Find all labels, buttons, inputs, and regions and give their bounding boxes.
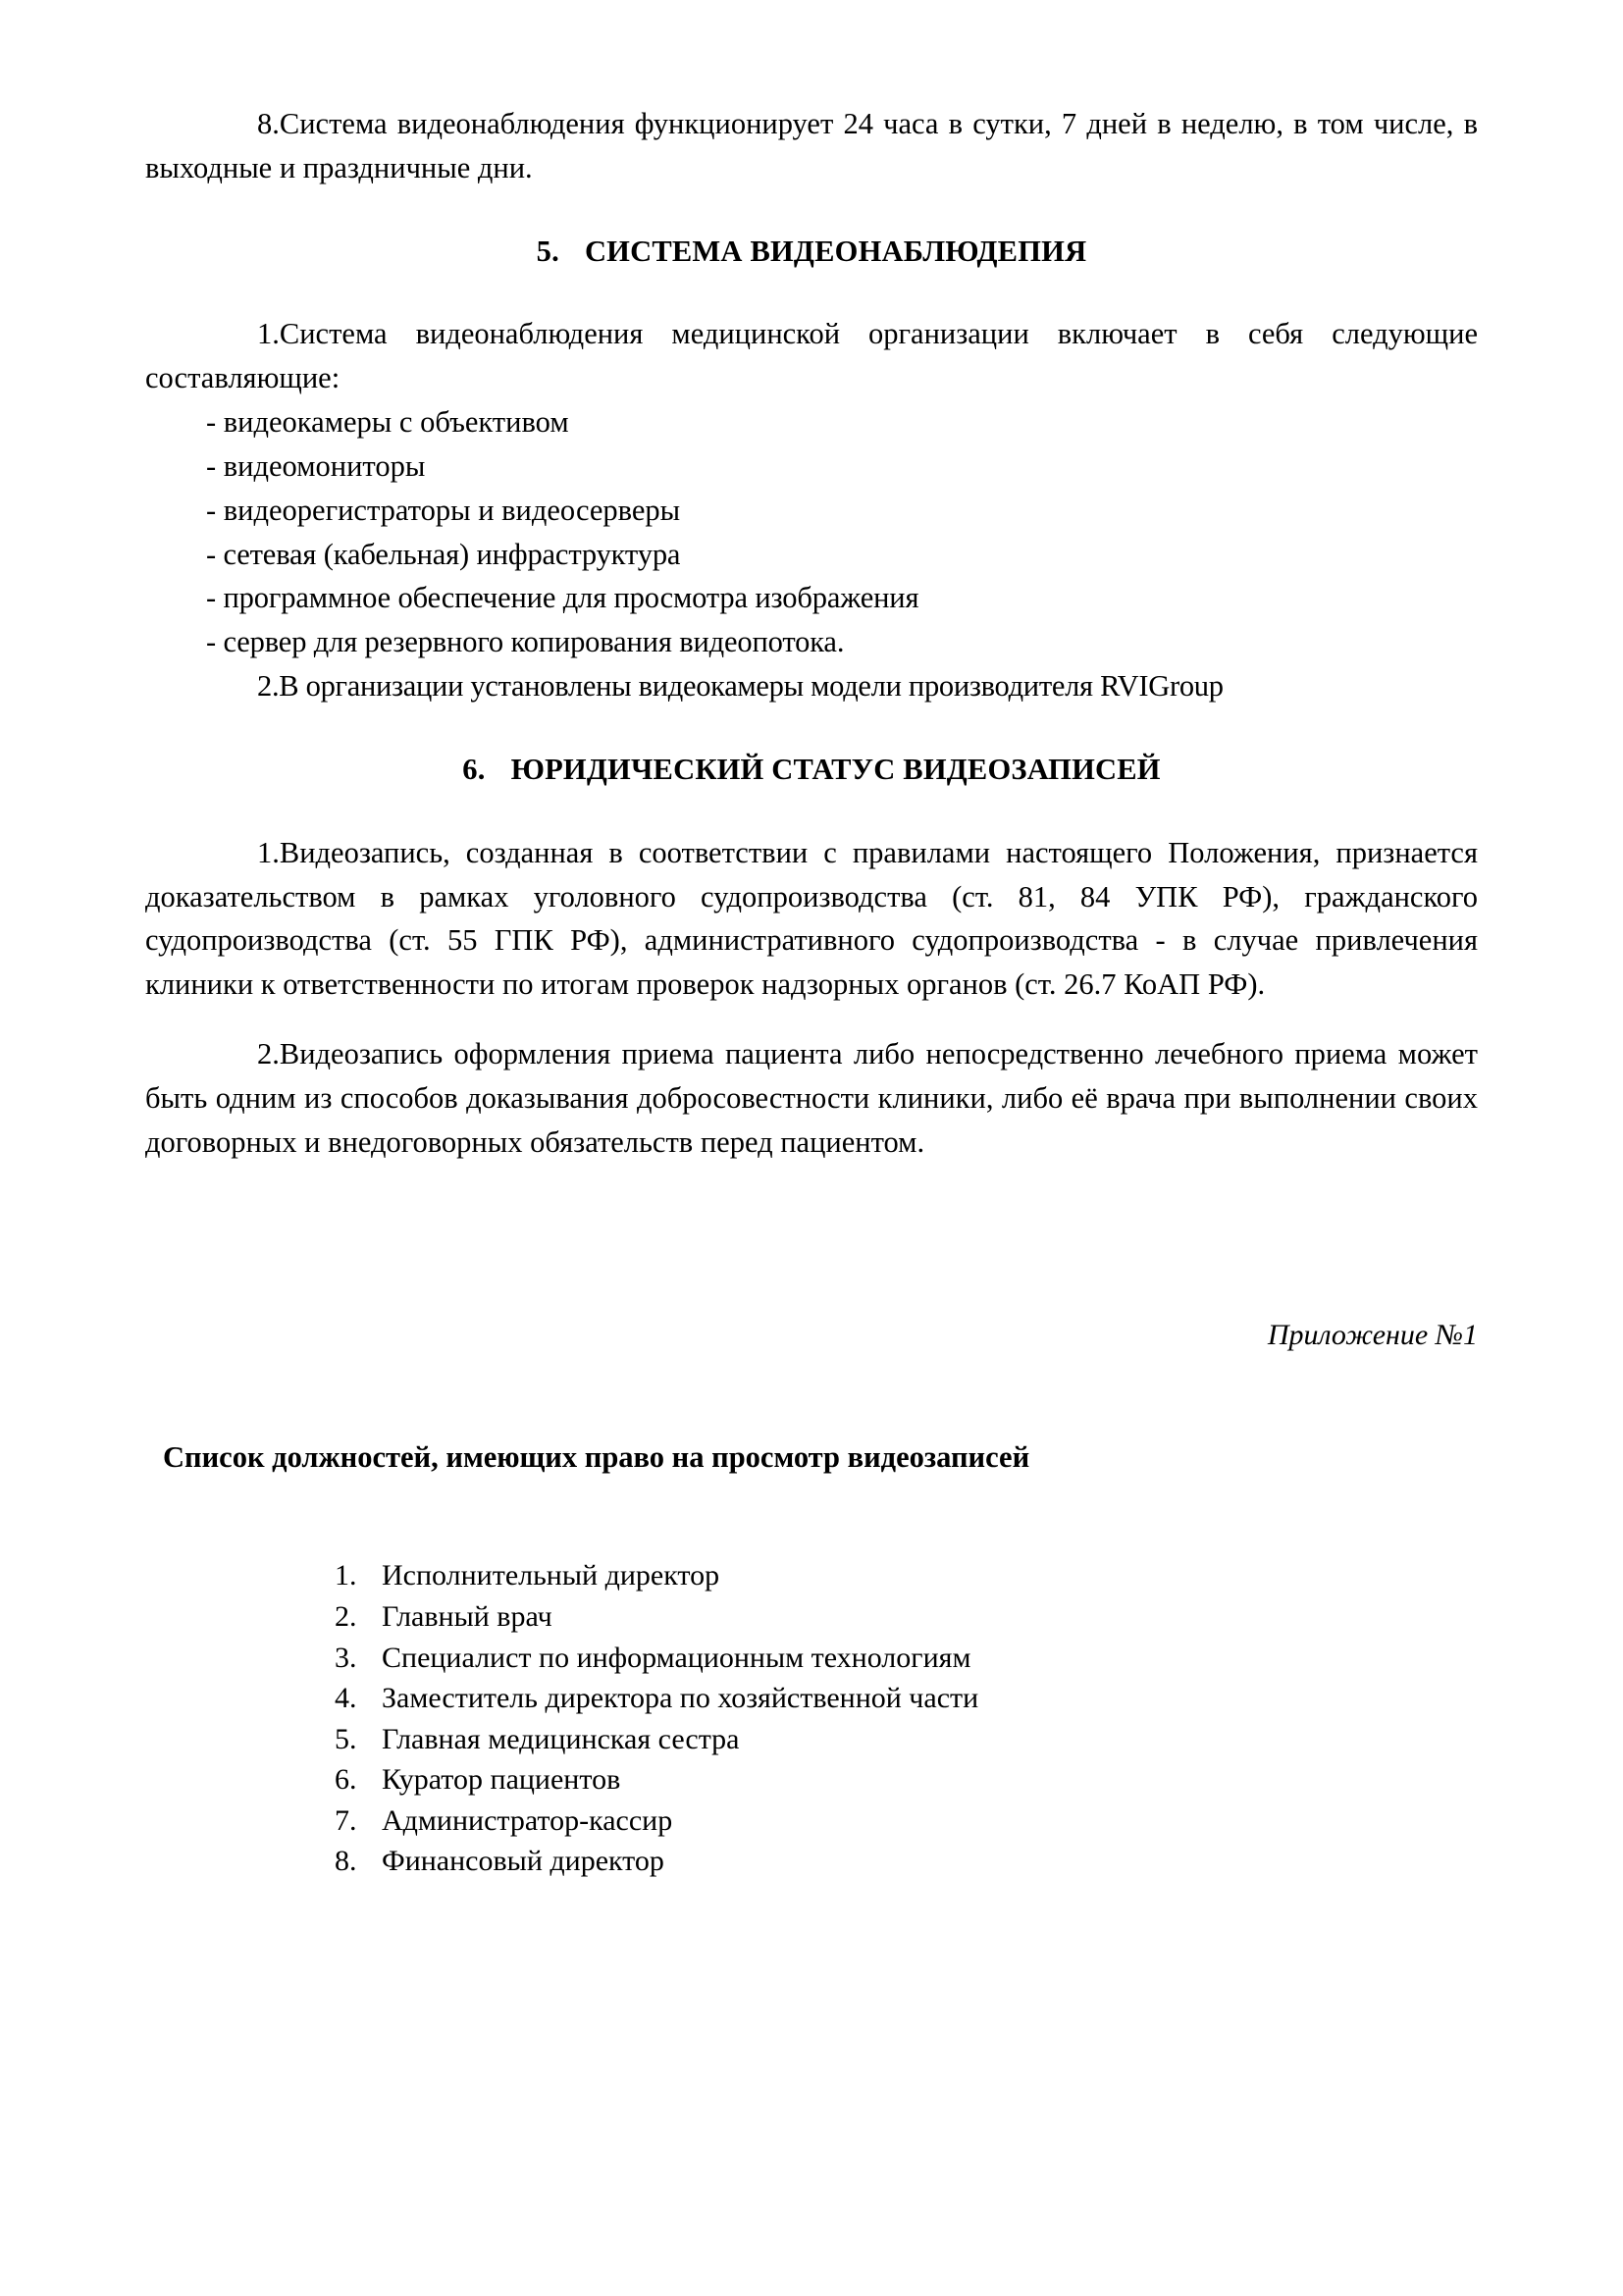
position-number: 8.	[335, 1845, 357, 1878]
positions-list	[145, 1555, 1478, 1881]
section-5-item-1-text: Система видеонаблюдения медицинской организации включает в себя следующие составляющие:	[145, 317, 1478, 395]
spacer	[145, 273, 1478, 312]
list-item	[335, 1841, 1478, 1882]
position-label: Финансовый директор	[382, 1845, 664, 1878]
component-label: - видеомониторы	[206, 448, 426, 483]
position-number: 2.	[335, 1600, 357, 1634]
section-6-item-1	[145, 831, 1478, 1007]
section-6-item-1-number: 1.	[257, 835, 280, 869]
position-label: Главный врач	[382, 1600, 552, 1634]
section-6-item-2	[145, 1032, 1478, 1164]
component-label: - видеорегистраторы и видеосерверы	[206, 493, 681, 527]
position-label: Куратор пациентов	[382, 1763, 621, 1797]
section-5-number: 5.	[536, 234, 559, 268]
paragraph-item-8-text: Система видеонаблюдения функционирует 24 часа в сутки, 7 дней в неделю, в том числе, в выходные и праздничные дни.	[145, 107, 1478, 184]
system-components-list	[145, 400, 1478, 664]
list-item	[145, 576, 1478, 620]
list-item	[145, 533, 1478, 577]
list-item	[335, 1719, 1478, 1760]
list-item	[145, 400, 1478, 444]
appendix-label: Приложение №1	[1267, 1318, 1478, 1351]
component-label: - сетевая (кабельная) инфраструктура	[206, 537, 681, 571]
section-5-heading	[145, 230, 1478, 274]
spacer	[145, 1357, 1478, 1435]
document-body	[145, 102, 1478, 1882]
section-5-item-2	[145, 664, 1478, 708]
position-number: 6.	[335, 1763, 357, 1797]
list-item	[145, 444, 1478, 489]
spacer	[145, 792, 1478, 831]
list-item	[335, 1638, 1478, 1679]
position-label: Администратор-кассир	[382, 1803, 673, 1837]
paragraph-item-8-number: 8.	[257, 107, 280, 140]
position-label: Исполнительный директор	[382, 1559, 720, 1592]
position-number: 4.	[335, 1682, 357, 1715]
spacer	[145, 708, 1478, 748]
list-item	[335, 1759, 1478, 1800]
component-label: - сервер для резервного копирования видеопотока.	[206, 625, 845, 659]
list-item	[335, 1555, 1478, 1596]
position-label: Главная медицинская сестра	[382, 1722, 740, 1755]
component-label: - видеокамеры с объективом	[206, 405, 569, 440]
component-label: - программное обеспечение для просмотра изображения	[206, 581, 919, 615]
section-6-number: 6.	[462, 752, 486, 786]
paragraph-item-8	[145, 102, 1478, 190]
spacer	[145, 1007, 1478, 1032]
list-item	[145, 489, 1478, 533]
spacer	[145, 1479, 1478, 1555]
position-number: 5.	[335, 1722, 357, 1755]
list-item	[335, 1678, 1478, 1719]
position-number: 3.	[335, 1641, 357, 1674]
section-5-item-2-number: 2.	[257, 669, 280, 704]
section-6-item-2-text: Видеозапись оформления приема пациента либо непосредственно лечебного приема может быть одним из способов доказывания добросовестности клиники, либо её врача при выполнении своих договорных и внедоговорных обязательств перед пациентом.	[145, 1037, 1478, 1159]
position-number: 1.	[335, 1559, 357, 1592]
section-6-heading	[145, 748, 1478, 792]
section-5-item-1-number: 1.	[257, 317, 280, 351]
section-5-title: СИСТЕМА ВИДЕОНАБЛЮДЕПИЯ	[584, 234, 1087, 268]
list-item	[145, 620, 1478, 664]
section-6-item-2-number: 2.	[257, 1037, 280, 1071]
position-number: 7.	[335, 1803, 357, 1837]
position-label: Заместитель директора по хозяйственной части	[382, 1682, 979, 1715]
position-label: Специалист по информационным технологиям	[382, 1641, 971, 1674]
appendix-title: Список должностей, имеющих право на просмотр видеозаписей	[163, 1439, 1030, 1474]
section-5-item-1	[145, 312, 1478, 400]
list-item	[335, 1800, 1478, 1842]
spacer	[145, 1165, 1478, 1314]
section-5-item-2-text: В организации установлены видеокамеры модели производителя RVIGroup	[279, 669, 1224, 704]
section-6-item-1-text: Видеозапись, созданная в соответствии с правилами настоящего Положения, признается доказательством в рамках уголовного судопроизводства (ст. 81, 84 УПК РФ), гражданского судопроизводства (ст. 55 ГПК РФ), административного судопроизводства - в случае привлечения клиники к ответственности по итогам проверок надзорных органов (ст. 26.7 КоАП РФ).	[145, 835, 1478, 1002]
list-item	[335, 1596, 1478, 1638]
spacer	[145, 190, 1478, 230]
section-6-title: ЮРИДИЧЕСКИЙ СТАТУС ВИДЕОЗАПИСЕЙ	[510, 752, 1161, 786]
